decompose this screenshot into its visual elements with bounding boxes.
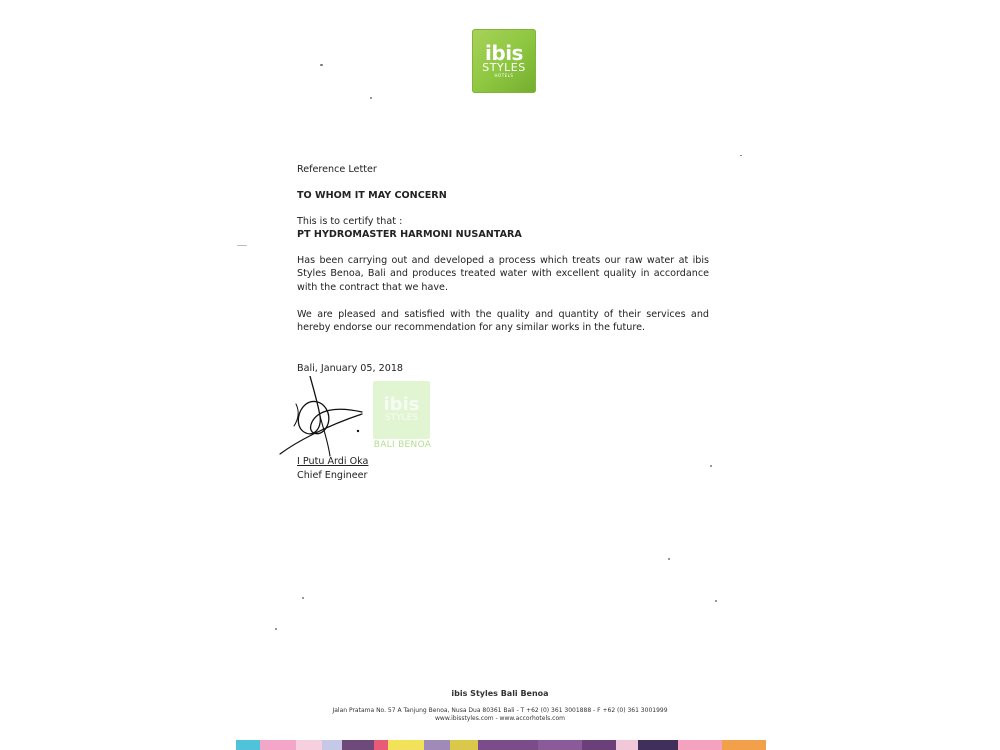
logo-line1: ibis <box>485 40 523 65</box>
stripe-segment <box>296 740 322 750</box>
scan-speck <box>237 245 247 246</box>
stripe-segment <box>678 740 722 750</box>
stripe-segment <box>236 740 260 750</box>
scan-speck <box>302 597 304 599</box>
signatory-name <box>297 455 709 468</box>
logo-line2: STYLES <box>482 60 526 74</box>
certify-line: This is to certify that : <box>297 216 403 227</box>
scan-speck <box>710 465 712 467</box>
stripe-segment <box>582 740 616 750</box>
stripe-segment <box>538 740 582 750</box>
salutation: TO WHOM IT MAY CONCERN <box>297 190 447 201</box>
handwritten-signature <box>276 376 368 458</box>
body-paragraph-1: Has been carrying out and developed a process which treats our raw water at ibis Styles Benoa, Bali and produces treated water with excellent quality in accordance with the contract that we have. <box>297 255 709 293</box>
stamp-logo <box>373 381 430 439</box>
stripe-segment <box>374 740 388 750</box>
scan-speck <box>370 97 372 99</box>
scan-speck <box>740 155 742 156</box>
stripe-segment <box>722 740 766 750</box>
stripe-segment <box>638 740 678 750</box>
stamp-subtitle: BALI BENOA <box>373 440 432 450</box>
stamp-line2: STYLES <box>384 413 419 423</box>
stripe-segment <box>388 740 424 750</box>
stamp-line1: ibis <box>383 394 420 415</box>
body-paragraph-2: We are pleased and satisfied with the quality and quantity of their services and hereby endorse our recommendation for any similar works in the future. <box>297 309 709 334</box>
reference-heading: Reference Letter <box>297 164 377 175</box>
scan-speck <box>715 600 717 602</box>
footer-hotel-name: ibis Styles Bali Benoa <box>451 689 549 698</box>
footer-color-stripe <box>236 740 766 750</box>
stripe-segment <box>616 740 638 750</box>
company-name: PT HYDROMASTER HARMONI NUSANTARA <box>297 229 522 240</box>
footer-websites: www.ibisstyles.com - www.accorhotels.com <box>435 715 565 722</box>
scan-speck <box>275 628 277 630</box>
stripe-segment <box>478 740 538 750</box>
ibis-styles-logo <box>472 29 536 93</box>
logo-line3: HOTELS <box>494 72 514 78</box>
signatory-name-text: I Putu Ardi Oka <box>297 456 369 467</box>
signatory-title: Chief Engineer <box>297 470 368 481</box>
stripe-segment <box>322 740 342 750</box>
stripe-segment <box>424 740 450 750</box>
company-stamp <box>373 381 432 455</box>
stripe-segment <box>342 740 374 750</box>
scan-speck <box>320 64 323 66</box>
stripe-segment <box>450 740 478 750</box>
letter-date: Bali, January 05, 2018 <box>297 363 404 374</box>
stripe-segment <box>260 740 296 750</box>
footer-address: Jalan Pratama No. 57 A Tanjung Benoa, Nusa Dua 80361 Bali - T +62 (0) 361 3001888 - F +62 (0) 361 3001999 <box>332 707 668 714</box>
scan-speck <box>668 558 670 560</box>
